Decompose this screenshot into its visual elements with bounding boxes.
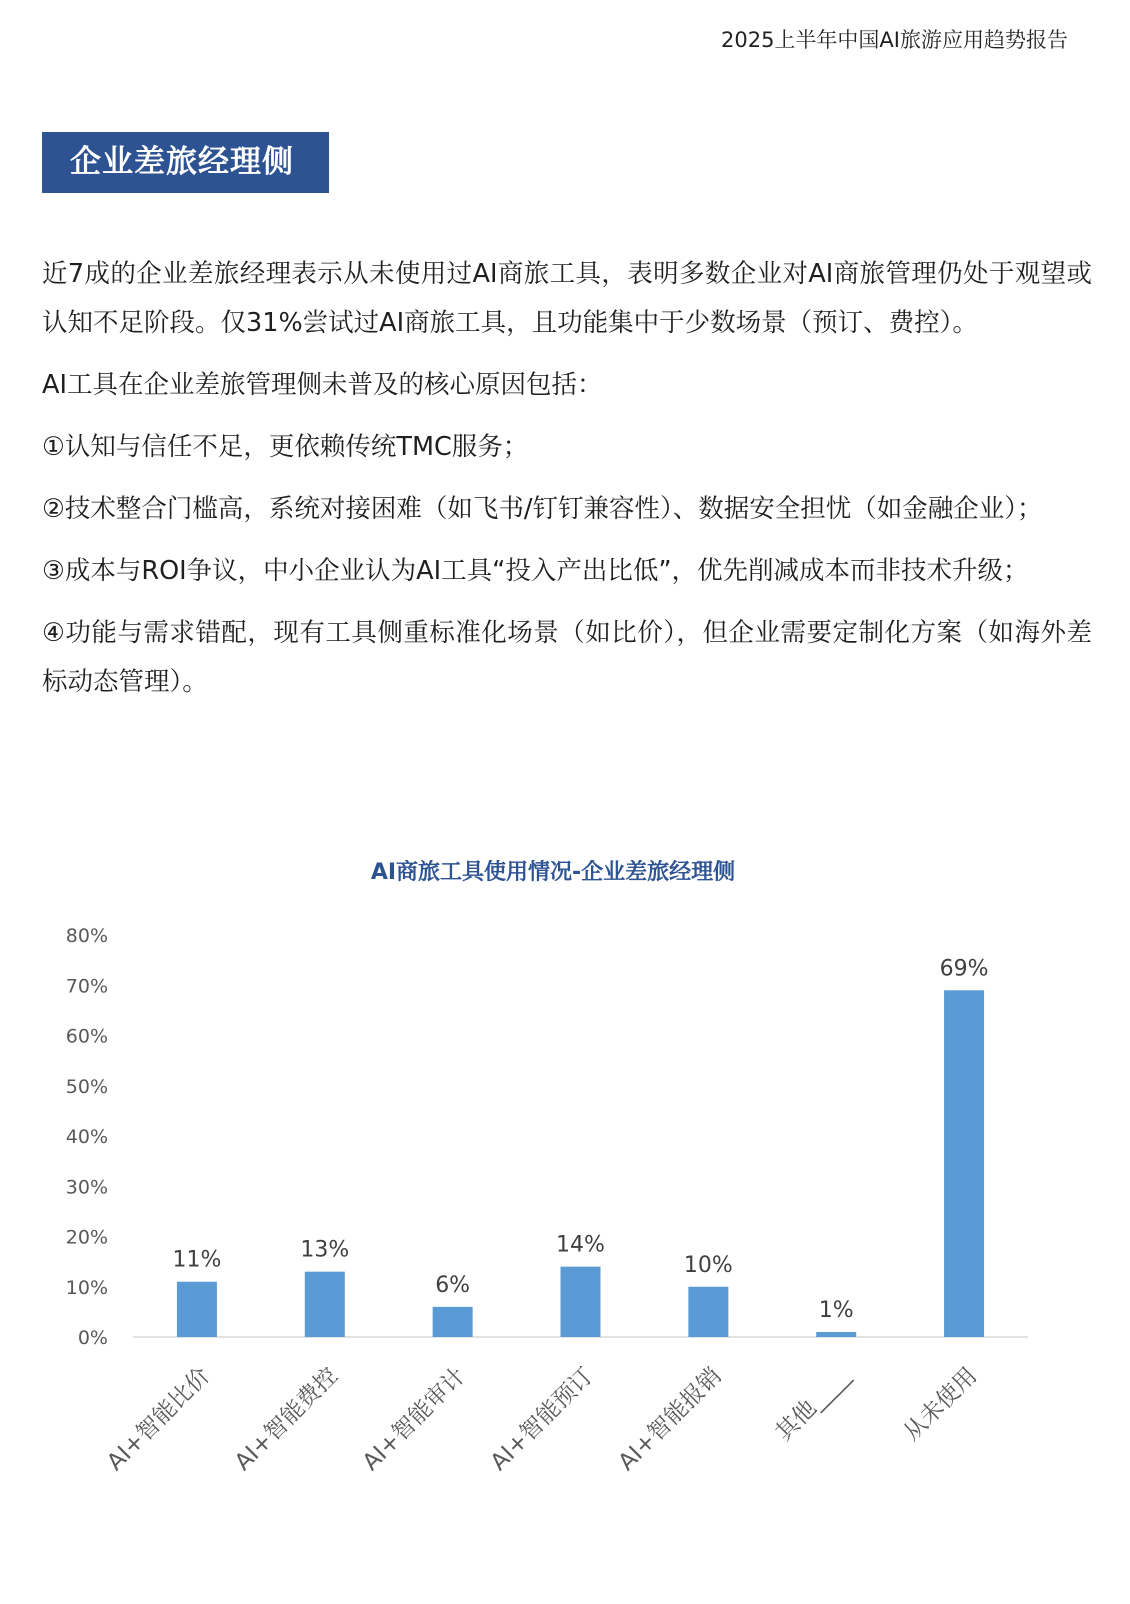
bar-value-label: 6% [435, 1272, 471, 1298]
y-tick-label: 40% [65, 1126, 108, 1148]
y-tick-label: 30% [65, 1176, 108, 1199]
y-tick-label: 80% [65, 925, 108, 947]
x-category-label: 从未使用 [898, 1362, 983, 1447]
paragraph-intro: 近7成的企业差旅经理表示从未使用过AI商旅工具，表明多数企业对AI商旅管理仍处于观望或认知不足阶段。仅31%尝试过AI商旅工具，且功能集中于少数场景（预订、费控）。 [42, 259, 1092, 338]
bar [688, 1287, 728, 1337]
bar-value-label: 10% [683, 1252, 733, 1278]
paragraph-reason-3: ③成本与ROI争议，中小企业认为AI工具“投入产出比低”，优先削减成本而非技术升级； [42, 556, 1029, 586]
x-category-label: AI+智能比价 [102, 1362, 216, 1476]
paragraph-reason-1: ①认知与信任不足，更依赖传统TMC服务； [42, 432, 529, 462]
paragraph-reason-4: ④功能与需求错配，现有工具侧重标准化场景（如比价），但企业需要定制化方案（如海外差标动态管理）。 [42, 618, 1092, 697]
y-tick-label: 50% [65, 1075, 108, 1098]
y-tick-label: 20% [65, 1226, 108, 1249]
bar [561, 1267, 601, 1337]
bar [305, 1272, 345, 1337]
bar [433, 1307, 473, 1337]
y-tick-label: 70% [65, 975, 108, 998]
paragraph-reasons-lead: AI工具在企业差旅管理侧未普及的核心原因包括： [42, 370, 603, 400]
bar-value-label: 69% [939, 956, 989, 982]
bar-value-label: 13% [300, 1237, 350, 1263]
bar-value-label: 1% [818, 1297, 854, 1323]
bar-value-label: 14% [556, 1232, 605, 1258]
chart-title: AI商旅工具使用情况-企业差旅经理侧 [370, 860, 736, 885]
usage-bar-chart [0, 860, 1130, 1600]
body-text [42, 250, 1092, 720]
section-title: 企业差旅经理侧 [42, 132, 329, 193]
y-tick-label: 60% [65, 1025, 108, 1048]
y-tick-label: 10% [65, 1276, 108, 1299]
x-category-label: AI+智能费控 [230, 1362, 344, 1476]
bar [177, 1282, 217, 1337]
usage-chart [0, 860, 1130, 1600]
bar [944, 990, 984, 1337]
x-category-label: AI+智能预订 [485, 1362, 599, 1476]
y-tick-label: 0% [77, 1327, 108, 1349]
bar-value-label: 11% [172, 1247, 222, 1273]
x-category-label: AI+智能报销 [613, 1362, 727, 1476]
paragraph-reason-2: ②技术整合门槛高，系统对接困难（如飞书/钉钉兼容性）、数据安全担忧（如金融企业）； [42, 494, 1043, 524]
x-category-label: 其他____ [771, 1362, 855, 1447]
bar [816, 1332, 856, 1337]
report-header-title: 2025上半年中国AI旅游应用趋势报告 [720, 28, 1068, 52]
x-category-label: AI+智能审计 [357, 1362, 471, 1476]
